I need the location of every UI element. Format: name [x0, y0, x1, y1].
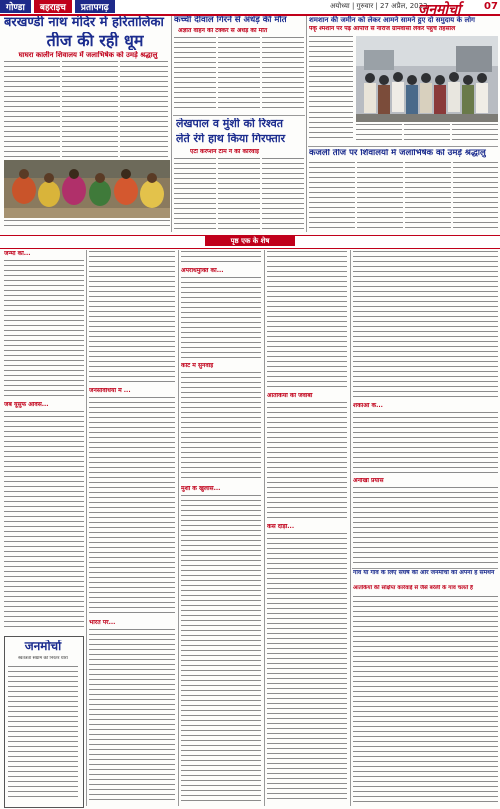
column-divider [264, 250, 265, 806]
continuation-heading: कैसे दोड़ी... [267, 524, 295, 530]
continuation-text [267, 251, 347, 391]
column-divider [306, 16, 307, 232]
story4-subhead: एंटी करप्शन टीम ने की कार्रवाई [190, 149, 259, 155]
continuation-heading: आतंकियों की जवाबी [267, 393, 313, 399]
story3-text-col1b [309, 112, 353, 140]
story-divider [308, 146, 498, 147]
column-divider [86, 250, 87, 806]
continuation-heading: मुंशी के खुलासे... [181, 486, 221, 492]
story1-subhead: घाघरा कालीन शिवालय में जलाभिषेक को उमड़े श्रद्धालु [18, 51, 158, 59]
story1-photo [4, 160, 170, 218]
column-divider [350, 250, 351, 806]
story1-text-col2 [62, 61, 118, 159]
sidebar-tagline: स्वतंत्रता संग्राम की निरंतर धारा [18, 656, 68, 661]
masthead: जनमोर्चा [418, 2, 461, 18]
continuation-text [353, 251, 498, 401]
continuation-heading: शंकाओं के... [353, 403, 383, 409]
story3-headline-line1: शमशान की जमीन को लेकर आमने सामने हुए दो समुदाय के लोग [309, 16, 475, 24]
story2-headline: कच्ची दीवाल गिरने से अधेड़ की मौत [174, 16, 287, 25]
continuation-text [89, 397, 175, 619]
continuation-text [181, 277, 261, 361]
story5-headline: कजली तीज पर शिवालयों में जलाभिषेक को उमड़े श्रद्धालु [309, 149, 486, 158]
story3-text-col4 [452, 124, 498, 142]
section-band-title: पृष्ठ एक के शेष [205, 236, 295, 246]
tab-gonda[interactable]: गोण्डा [0, 0, 31, 13]
story3-text-col1 [309, 36, 353, 110]
continuation-text [267, 402, 347, 522]
continuation-heading: कोर्ट में सुनवाई [181, 363, 214, 369]
story-divider [173, 115, 305, 116]
story2-text-col1 [174, 37, 216, 113]
tab-bahraich[interactable]: बहराइच [34, 0, 72, 13]
dateline: अयोध्या | गुरुवार | 27 अप्रैल, 2023 [330, 2, 428, 10]
page-number: 07 [484, 1, 498, 12]
story4-headline-line1: लेखपाल व मुंशी को रिश्वत [176, 118, 284, 130]
column-divider [171, 16, 172, 232]
story4-text-col3 [262, 158, 304, 232]
story-divider [352, 568, 498, 569]
sidebar-imprint-text [8, 666, 78, 802]
story5-text-col2 [357, 162, 403, 232]
story3-text-col3 [404, 124, 450, 142]
story4-text-col1 [174, 158, 216, 232]
continuation-text [181, 372, 261, 484]
continuation-text [4, 260, 84, 400]
region-tabs [0, 0, 118, 13]
story2-text-col3 [262, 37, 304, 113]
continuation-heading: भारत पर... [89, 620, 116, 626]
continuation-text [267, 533, 347, 807]
story4-text-col2 [218, 158, 260, 232]
sidebar-masthead: जनमोर्चा [24, 640, 62, 653]
continuation-heading: जब यूसुफ ओवैस... [4, 402, 49, 408]
continuation-text [353, 412, 498, 476]
story1-text-col3 [120, 61, 168, 159]
column-divider [178, 250, 179, 806]
story1-headline-line1: बरखण्डी नाथ मंदिर में हरितालिका [4, 16, 164, 30]
story2-subhead: अज्ञात वाहन की टक्कर से अधेड़ की मौत [178, 28, 268, 34]
story2-text-col2 [218, 37, 260, 113]
side-box-subtitle: आतंकियों की संक्षिप्त कार्रवाई से जैसे बरेली के गांव चलते हैं [353, 585, 473, 591]
continuation-text [4, 411, 84, 635]
continuation-text [353, 596, 498, 806]
continuation-text [353, 487, 498, 567]
continuation-heading: अपराधमुक्ति का... [181, 268, 224, 274]
tab-pratapgarh[interactable]: प्रतापगढ़ [75, 0, 115, 13]
continuation-heading: जनसंविधियों में ... [89, 388, 131, 394]
story3-headline-line2: पैकृ श्मशान पर पढ़ आपत्ति से नाराज ग्रामवासी लेकर पहुंचे तहसील [309, 26, 456, 32]
continuation-text [181, 251, 261, 265]
story5-text-col1 [309, 162, 355, 232]
story5-text-col4 [453, 162, 498, 232]
story3-text-col2 [356, 124, 402, 142]
continuation-heading: जन्मों को... [4, 251, 31, 257]
story4-headline-line2: लेते रंगे हाथ किया गिरफ्तार [176, 133, 286, 145]
continuation-text [181, 495, 261, 807]
story1-headline-line2: तीज की रही धूम [46, 32, 144, 50]
story5-text-col3 [405, 162, 451, 232]
story1-text-col1 [4, 61, 60, 159]
side-box-title: गाँव या गाँव के लिए संघर्ष की ओर जनमोर्चा को अपना है समर्थन [353, 570, 495, 576]
continuation-text [89, 251, 175, 386]
story3-photo [356, 36, 498, 122]
continuation-text [89, 629, 175, 807]
story1-caption [4, 220, 170, 232]
continuation-heading: अनोखा प्रयास [353, 478, 384, 484]
